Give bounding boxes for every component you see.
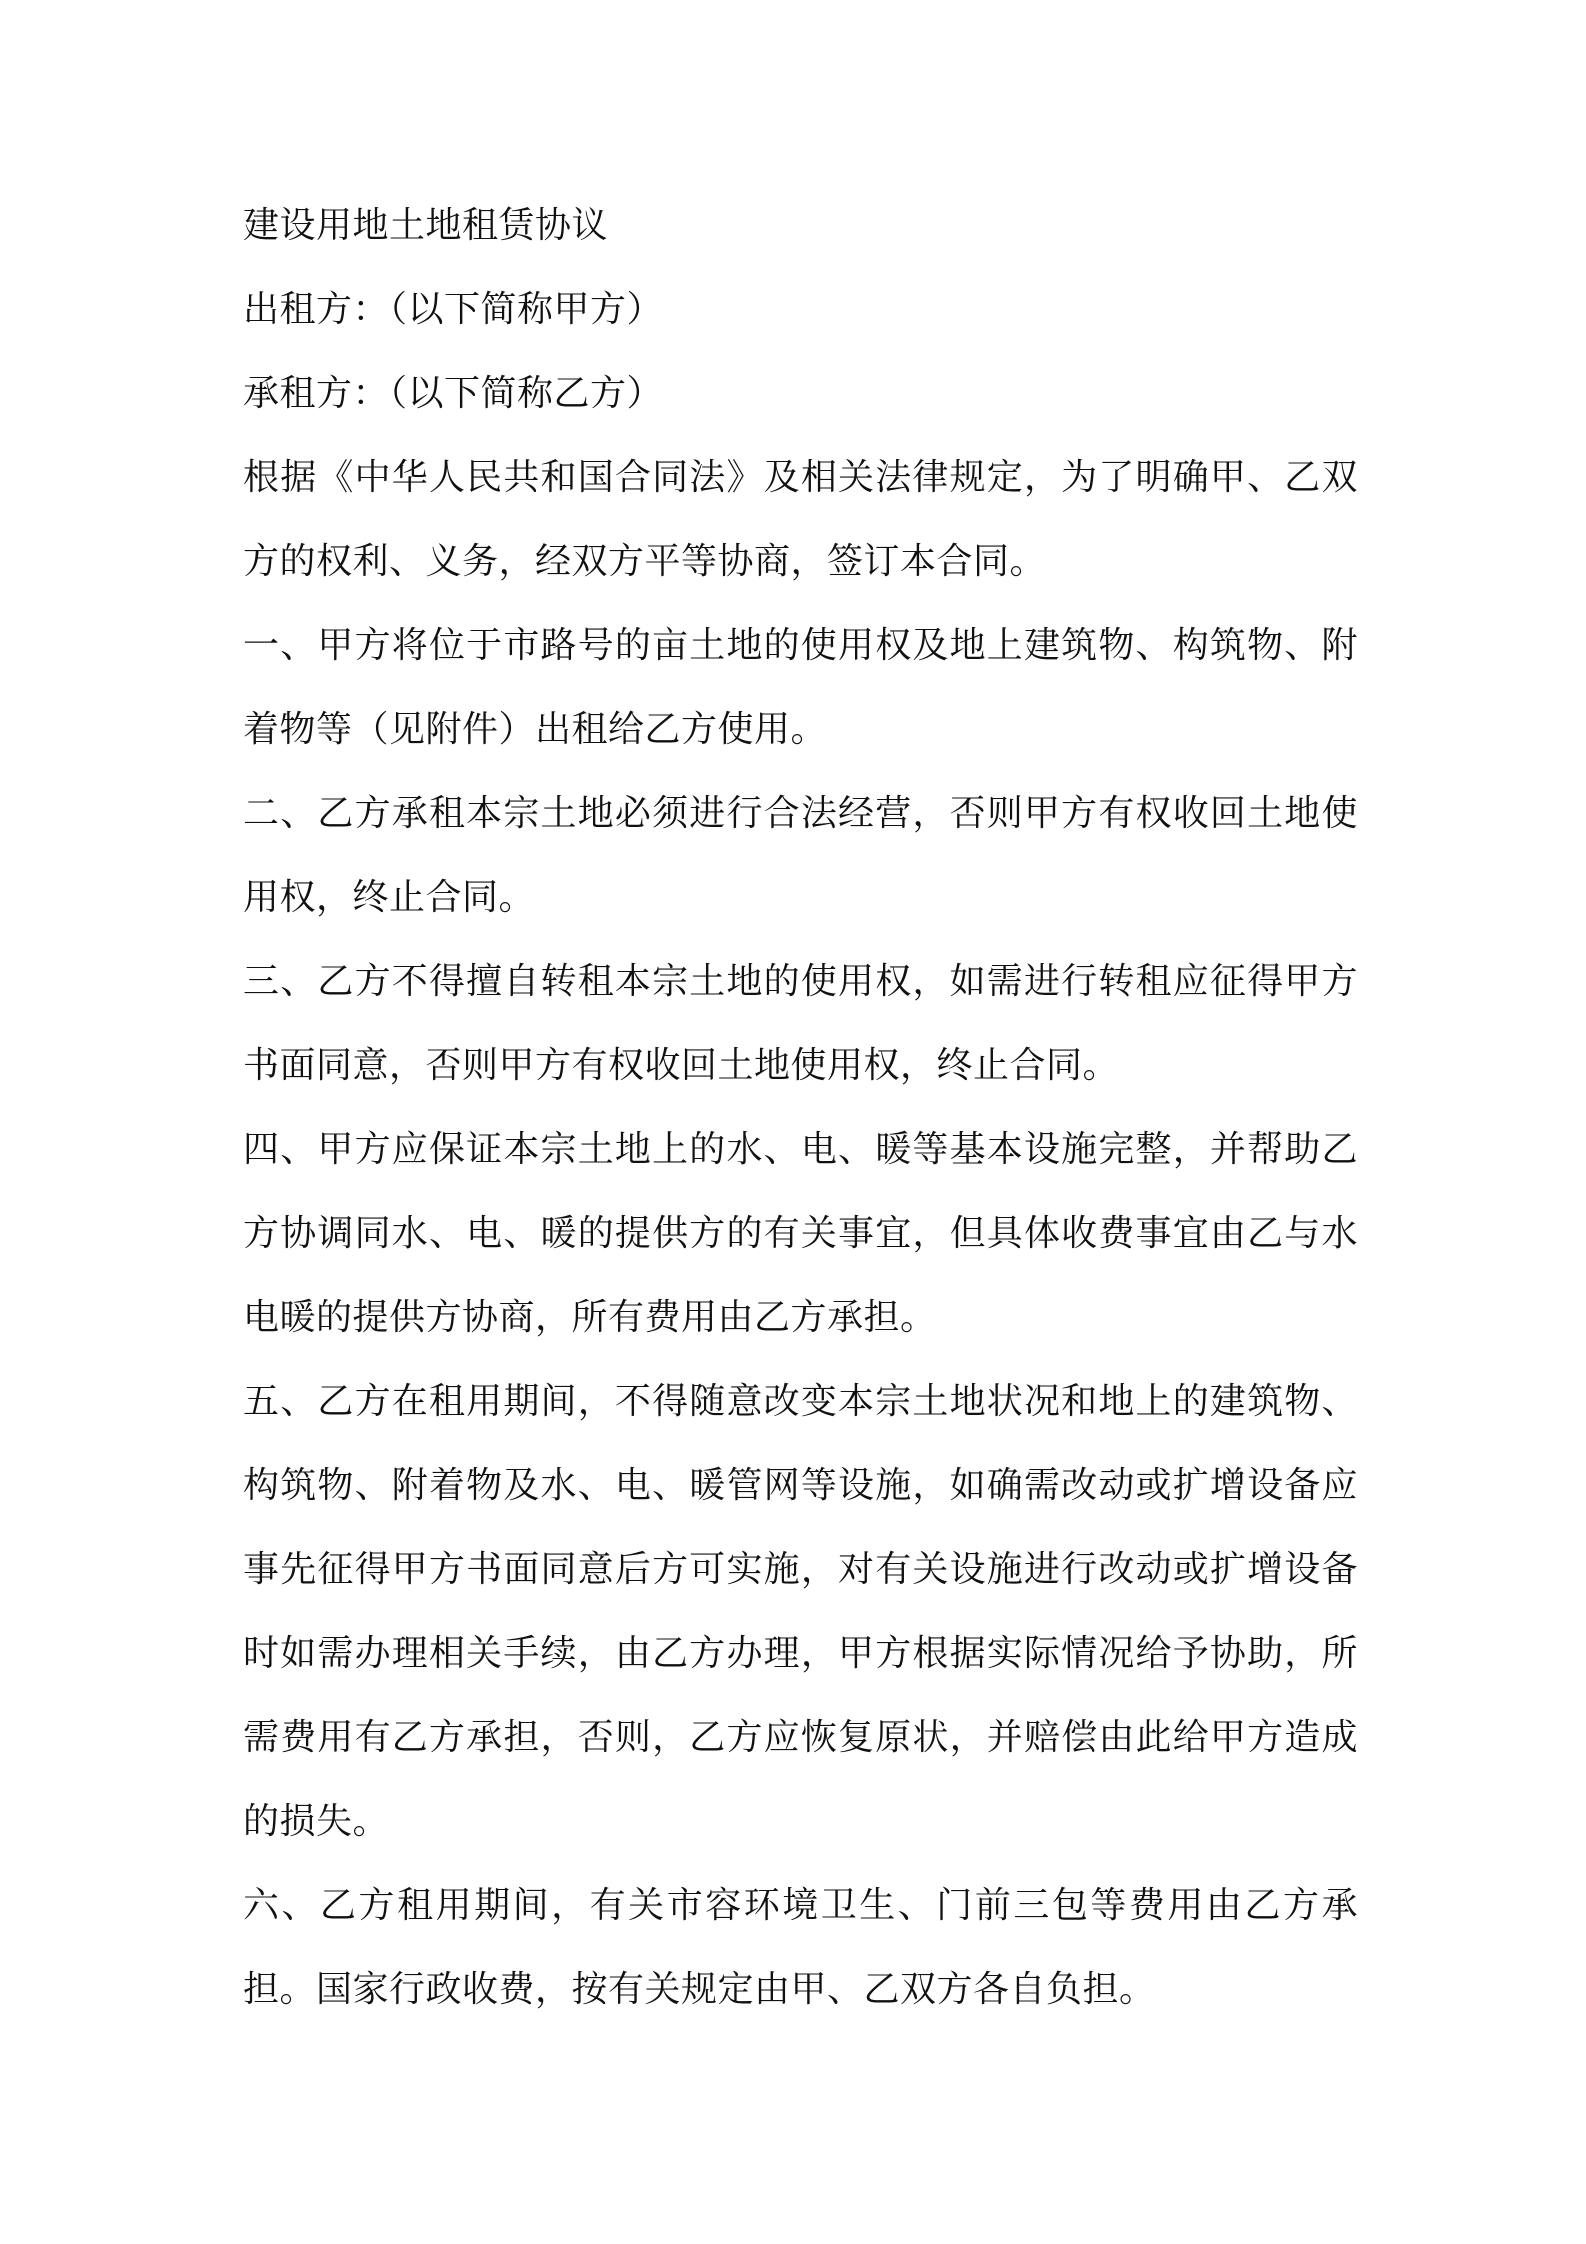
clause-4: 四、甲方应保证本宗土地上的水、电、暖等基本设施完整，并帮助乙方协调同水、电、暖的提供方的有关事宜，但具体收费事宜由乙与水电暖的提供方协商，所有费用由乙方承担。 [243,1129,1358,1338]
document-body [243,184,1358,2032]
clause-6: 六、乙方租用期间，有关市容环境卫生、门前三包等费用由乙方承担。国家行政收费，按有关规定由甲、乙双方各自负担。 [243,1885,1358,2010]
document-title: 建设用地土地租赁协议 [243,205,609,246]
lessee-line: 承租方：（以下简称乙方） [243,373,664,414]
clause-2: 二、乙方承租本宗土地必须进行合法经营，否则甲方有权收回土地使用权，终止合同。 [243,793,1358,918]
clause-1: 一、甲方将位于市路号的亩土地的使用权及地上建筑物、构筑物、附着物等（见附件）出租给乙方使用。 [243,625,1358,750]
clause-5: 五、乙方在租用期间，不得随意改变本宗土地状况和地上的建筑物、构筑物、附着物及水、电、暖管网等设施，如确需改动或扩增设备应事先征得甲方书面同意后方可实施，对有关设施进行改动或扩增设备时如需办理相关手续，由乙方办理，甲方根据实际情况给予协助，所需费用有乙方承担，否则，乙方应恢复原状，并赔偿由此给甲方造成的损失。 [243,1381,1358,1842]
preamble-paragraph: 根据《中华人民共和国合同法》及相关法律规定，为了明确甲、乙双方的权利、义务，经双方平等协商，签订本合同。 [243,457,1358,582]
clause-3: 三、乙方不得擅自转租本宗土地的使用权，如需进行转租应征得甲方书面同意，否则甲方有权收回土地使用权，终止合同。 [243,961,1358,1086]
lessor-line: 出租方：（以下简称甲方） [243,289,664,330]
